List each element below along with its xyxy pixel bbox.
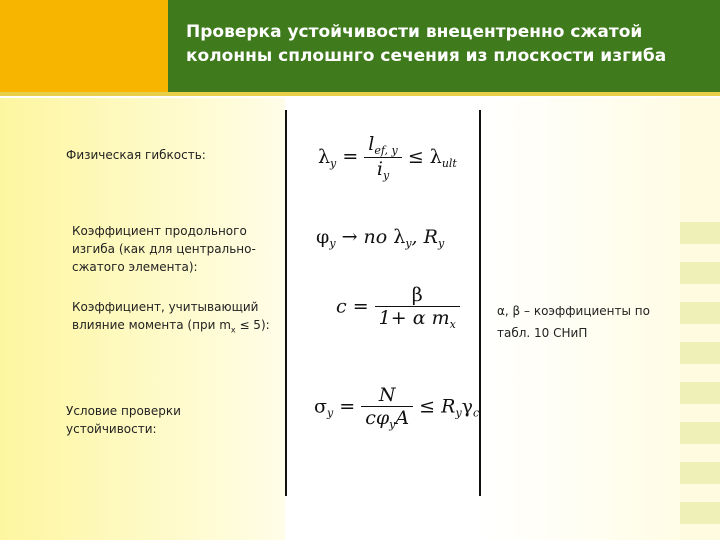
edge-stripe <box>680 222 720 244</box>
formula-lhs: $\lambda_y$ <box>318 145 337 170</box>
formula-rel: ≤ $\lambda_{ult}$ <box>407 145 457 170</box>
row-label-slenderness: Физическая гибкость: <box>66 148 206 162</box>
slide-title <box>186 20 706 68</box>
slide-title-line1: Проверка устойчивости внецентренно сжатой <box>186 22 643 42</box>
formula-fraction: $\frac{l_{ef, y}}{i_y}$ <box>364 133 401 182</box>
formula-slenderness <box>318 133 457 182</box>
edge-stripe <box>680 382 720 404</box>
edge-stripe <box>680 302 720 324</box>
formula-stability-check: $\sigma_y$ = $\frac{N}{c\varphi_yA}$ ≤ $R_y\gamma_c$ <box>314 384 480 431</box>
edge-stripe <box>680 422 720 444</box>
formula-fraction: $\frac{\beta}{1+ \alpha m_x}$ <box>375 284 460 331</box>
formula-fraction: $\frac{N}{c\varphi_yA}$ <box>361 384 413 431</box>
column-divider-right <box>479 110 481 496</box>
column-divider-left <box>285 110 287 496</box>
slide-title-line2: колонны сплошнго сечения из плоскости изгиба <box>186 46 667 66</box>
edge-stripe <box>680 502 720 524</box>
formula-buckling-coef: $\varphi_y$ → по $\lambda_y$, $R_y$ <box>316 226 445 250</box>
row-label-buckling-coef: Коэффициент продольного изгиба (как для центрально- сжатого элемента): <box>72 224 256 274</box>
header-accent <box>160 0 168 92</box>
edge-stripe <box>680 462 720 484</box>
formula-moment-coef: c = $\frac{\beta}{1+ \alpha m_x}$ <box>336 284 460 331</box>
coefficients-note: α, β – коэффициенты по табл. 10 СНиП <box>497 304 650 340</box>
formula-eq: = <box>342 145 359 168</box>
row-label-stability-check: Условие проверки устойчивости: <box>66 404 181 436</box>
edge-stripe <box>680 342 720 364</box>
edge-stripe <box>680 262 720 284</box>
row-label-moment-coef: Коэффициент, учитывающий влияние момента (при $m_x \le 5$): <box>72 300 270 335</box>
